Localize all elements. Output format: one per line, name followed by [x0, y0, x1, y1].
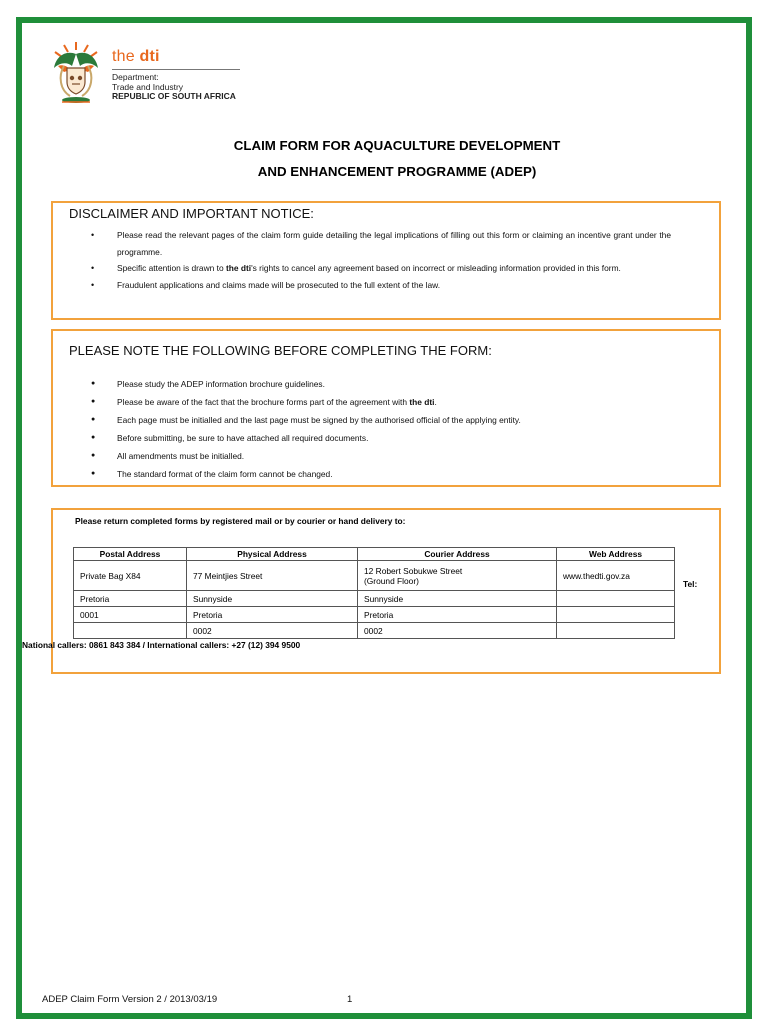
note-item: ● The standard format of the claim form cannot be changed.: [91, 465, 671, 483]
table-cell: [557, 607, 675, 623]
coat-of-arms-logo: [48, 40, 104, 106]
table-cell: 0001: [74, 607, 187, 623]
footer-version: ADEP Claim Form Version 2 / 2013/03/19: [42, 994, 218, 1005]
disclaimer-heading: DISCLAIMER AND IMPORTANT NOTICE:: [69, 206, 314, 221]
national-callers: National callers: 0861 843 384 / International callers: +27 (12) 394 9500: [22, 640, 301, 650]
note-item: ● Before submitting, be sure to have attached all required documents.: [91, 429, 671, 447]
table-row: [74, 607, 675, 623]
table-cell: Pretoria: [358, 607, 557, 623]
table-cell: 0002: [358, 623, 557, 639]
disclaimer-item: • Fraudulent applications and claims made will be prosecuted to the full extent of the law.: [91, 277, 671, 294]
notes-list: [91, 375, 671, 484]
table-row: [74, 561, 675, 591]
table-cell: [557, 623, 675, 639]
notes-box: [51, 329, 721, 487]
table-cell: [74, 623, 187, 639]
column-header: Courier Address: [358, 548, 557, 561]
table-cell: Private Bag X84: [74, 561, 187, 591]
column-header: Web Address: [557, 548, 675, 561]
form-title-line2: AND ENHANCEMENT PROGRAMME (ADEP): [257, 164, 537, 179]
brand-logo-text: the dti: [112, 48, 160, 65]
address-table: [73, 547, 675, 639]
table-cell: [557, 591, 675, 607]
disclaimer-item: • Specific attention is drawn to the dti's rights to cancel any agreement based on incorrect or misleading information provided in this form.: [91, 260, 671, 277]
column-header: Physical Address: [187, 548, 358, 561]
form-title-line1: CLAIM FORM FOR AQUACULTURE DEVELOPMENT: [233, 138, 561, 153]
note-item: ● Please be aware of the fact that the brochure forms part of the agreement with the dti.: [91, 393, 671, 411]
table-cell: Sunnyside: [187, 591, 358, 607]
tel-label: Tel:: [683, 579, 698, 589]
notes-heading: PLEASE NOTE THE FOLLOWING BEFORE COMPLETING THE FORM:: [69, 343, 492, 358]
table-cell: 12 Robert Sobukwe Street (Ground Floor): [358, 561, 557, 591]
note-item: ● Please study the ADEP information brochure guidelines.: [91, 375, 671, 393]
brand-divider: [112, 69, 240, 70]
department-name: Department: Trade and Industry REPUBLIC OF SOUTH AFRICA: [112, 72, 236, 101]
table-cell: Pretoria: [187, 607, 358, 623]
disclaimer-list: [91, 227, 671, 293]
table-row: [74, 591, 675, 607]
table-row: [74, 623, 675, 639]
table-cell: Sunnyside: [358, 591, 557, 607]
return-instructions: Please return completed forms by registered mail or by courier or hand delivery to:: [75, 516, 406, 526]
note-item: ● Each page must be initialled and the last page must be signed by the authorised official of the applying entity.: [91, 411, 671, 429]
disclaimer-item: • Please read the relevant pages of the claim form guide detailing the legal implications of filling out this form or claiming an incentive grant under the programme.: [91, 227, 671, 260]
note-item: ● All amendments must be initialled.: [91, 447, 671, 465]
column-header: Postal Address: [74, 548, 187, 561]
web-address-link[interactable]: www.thedti.gov.za: [557, 561, 675, 591]
table-cell: 77 Meintjies Street: [187, 561, 358, 591]
disclaimer-box: [51, 201, 721, 320]
page-number: 1: [347, 994, 353, 1005]
table-cell: 0002: [187, 623, 358, 639]
table-cell: Pretoria: [74, 591, 187, 607]
address-table-header: [74, 548, 675, 561]
